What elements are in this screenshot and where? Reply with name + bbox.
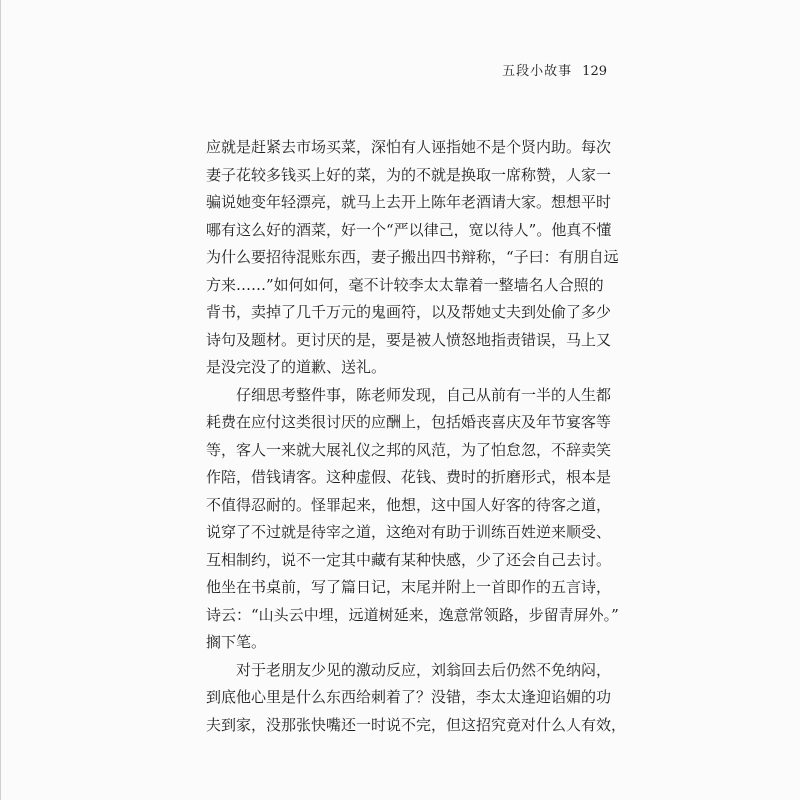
text-line: 搁下笔。 xyxy=(206,633,267,651)
paragraph xyxy=(206,382,619,657)
text-line: 诗句及题材。更讨厌的是，要是被人愤怒地指责错误，马上又 xyxy=(206,330,612,349)
page-number: 129 xyxy=(582,64,607,79)
text-line: 仔细思考整件事，陈老师发现，自己从前有一半的人生都 xyxy=(236,385,612,404)
text-line: 方来……”如何如何，毫不计较李太太靠着一整墙名人合照的 xyxy=(206,275,604,294)
text-line: 骗说她变年轻漂亮，就马上去开上陈年老酒请大家。想想平时 xyxy=(206,193,612,211)
text-line: 夫到家，没那张快嘴还一时说不完，但这招究竟对什么人有效， xyxy=(206,715,627,734)
text-line: 为什么要招待混账东西，妻子搬出四书辩称，“子曰：有朋自远 xyxy=(206,248,619,266)
text-line: 应就是赶紧去市场买菜，深怕有人诬指她不是个贤内助。每次 xyxy=(206,138,612,156)
paragraph xyxy=(206,657,627,740)
page-edge xyxy=(0,0,1,800)
body-text xyxy=(206,134,627,739)
text-line: 等，客人一来就大展礼仪之邦的风范，为了怕怠忽，不辞卖笑 xyxy=(206,440,612,459)
chapter-title: 五段小故事 xyxy=(502,64,573,79)
text-line: 哪有这么好的酒菜，好一个“严以律己，宽以待人”。他真不懂 xyxy=(206,220,612,239)
text-line: 诗云：“山头云中埋，远道树延来，逸意常领路，步留青屏外。” xyxy=(206,605,619,624)
text-line: 他坐在书桌前，写了篇日记，末尾并附上一首即作的五言诗， xyxy=(206,578,612,596)
text-line: 作陪，借钱请客。这种虚假、花钱、费时的折磨形式，根本是 xyxy=(206,468,612,486)
text-line: 耗费在应付这类很讨厌的应酬上，包括婚丧喜庆及年节宴客等 xyxy=(206,413,612,431)
text-line: 到底他心里是什么东西给刺着了？没错，李太太逢迎谄媚的功 xyxy=(206,688,612,706)
text-line: 不值得忍耐的。怪罪起来，他想，这中国人好客的待客之道， xyxy=(206,495,612,514)
text-line: 背书，卖掉了几千万元的鬼画符，以及帮她丈夫到处偷了多少 xyxy=(206,303,612,321)
text-line: 说穿了不过就是待宰之道，这绝对有助于训练百姓逆来顺受、 xyxy=(206,523,612,541)
text-line: 互相制约，说不一定其中藏有某种快感，少了还会自己去讨。 xyxy=(206,550,612,569)
text-line: 妻子花较多钱买上好的菜，为的不就是换取一席称赞，人家一 xyxy=(206,165,612,184)
paragraph xyxy=(206,134,619,382)
text-line: 是没完没了的道歉、送礼。 xyxy=(206,358,387,376)
running-head xyxy=(502,62,607,82)
text-line: 对于老朋友少见的激动反应，刘翁回去后仍然不免纳闷， xyxy=(236,660,612,679)
